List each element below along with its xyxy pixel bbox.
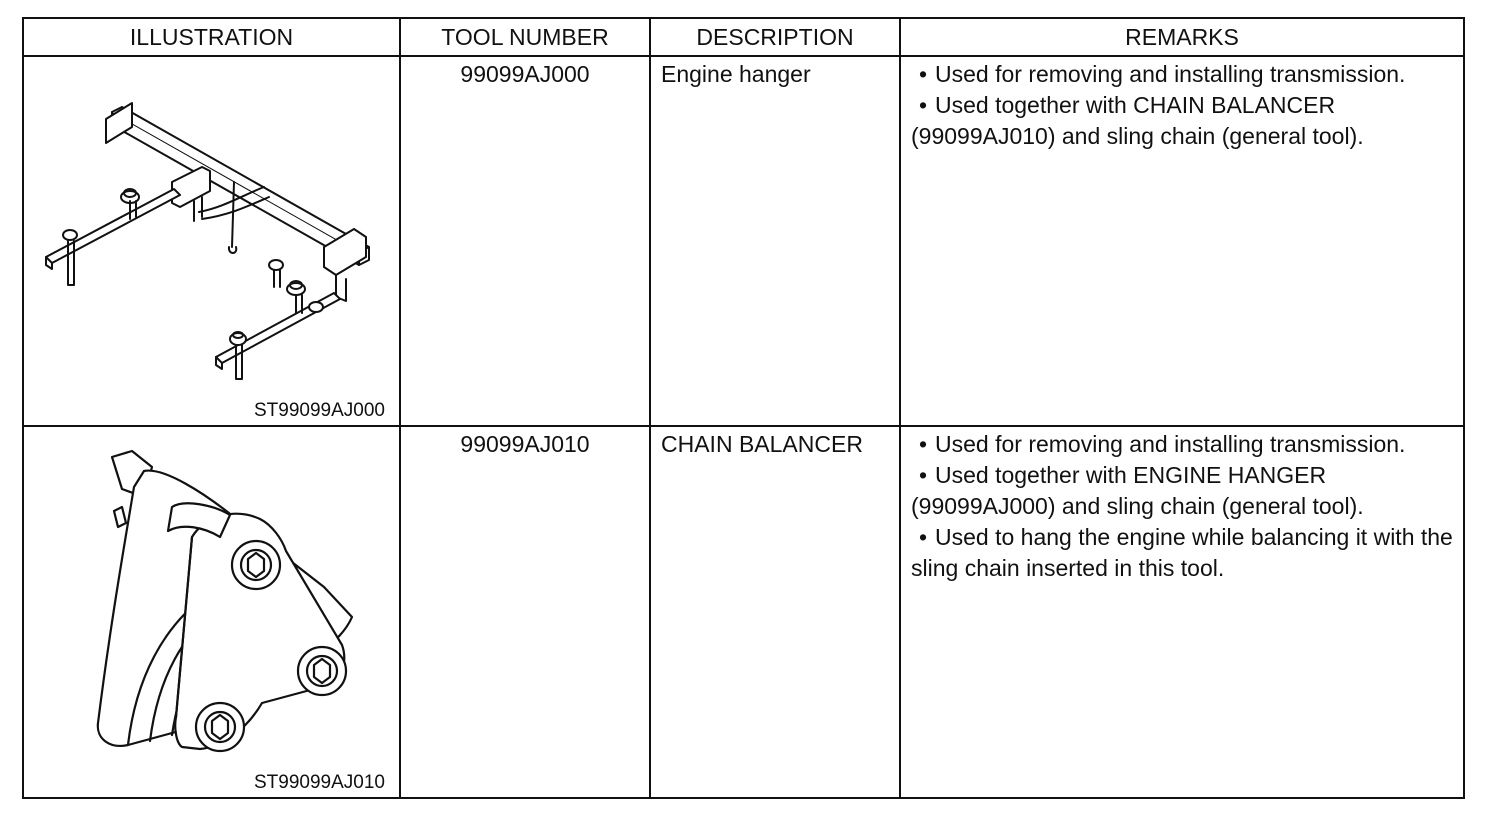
bullet-icon: • bbox=[918, 524, 928, 550]
header-remarks: REMARKS bbox=[900, 18, 1464, 56]
remark-text: Used together with CHAIN BALANCER (99099AJ010) and sling chain (general tool). bbox=[911, 92, 1364, 149]
bullet-icon: • bbox=[918, 61, 928, 87]
remark-text: Used for removing and installing transmission. bbox=[935, 431, 1406, 457]
table-row bbox=[23, 426, 1464, 798]
bullet-icon: • bbox=[918, 92, 928, 118]
remark-text: Used together with ENGINE HANGER (99099AJ000) and sling chain (general tool). bbox=[911, 462, 1364, 519]
remark-text: Used to hang the engine while balancing it with the sling chain inserted in this tool. bbox=[911, 524, 1453, 581]
remarks-cell bbox=[900, 426, 1464, 798]
illustration-code: ST99099AJ010 bbox=[254, 772, 385, 793]
illustration-code: ST99099AJ000 bbox=[254, 400, 385, 421]
illustration-cell bbox=[23, 426, 400, 798]
tool-number-cell: 99099AJ010 bbox=[400, 426, 650, 798]
illustration-cell bbox=[23, 56, 400, 426]
bullet-icon: • bbox=[918, 462, 928, 488]
engine-hanger-illustration bbox=[24, 57, 401, 423]
special-tools-table bbox=[22, 17, 1465, 799]
description-cell: Engine hanger bbox=[650, 56, 900, 426]
remark-item bbox=[911, 460, 1457, 522]
header-description: DESCRIPTION bbox=[650, 18, 900, 56]
description-cell: CHAIN BALANCER bbox=[650, 426, 900, 798]
table-row bbox=[23, 56, 1464, 426]
remark-item bbox=[911, 429, 1457, 460]
tool-number-cell: 99099AJ000 bbox=[400, 56, 650, 426]
remarks-cell bbox=[900, 56, 1464, 426]
remark-item bbox=[911, 59, 1457, 90]
header-illustration: ILLUSTRATION bbox=[23, 18, 400, 56]
header-row bbox=[23, 18, 1464, 56]
remark-item bbox=[911, 90, 1457, 152]
remark-text: Used for removing and installing transmission. bbox=[935, 61, 1406, 87]
bullet-icon: • bbox=[918, 431, 928, 457]
chain-balancer-illustration bbox=[24, 427, 401, 795]
header-tool-number: TOOL NUMBER bbox=[400, 18, 650, 56]
remark-item bbox=[911, 522, 1457, 584]
